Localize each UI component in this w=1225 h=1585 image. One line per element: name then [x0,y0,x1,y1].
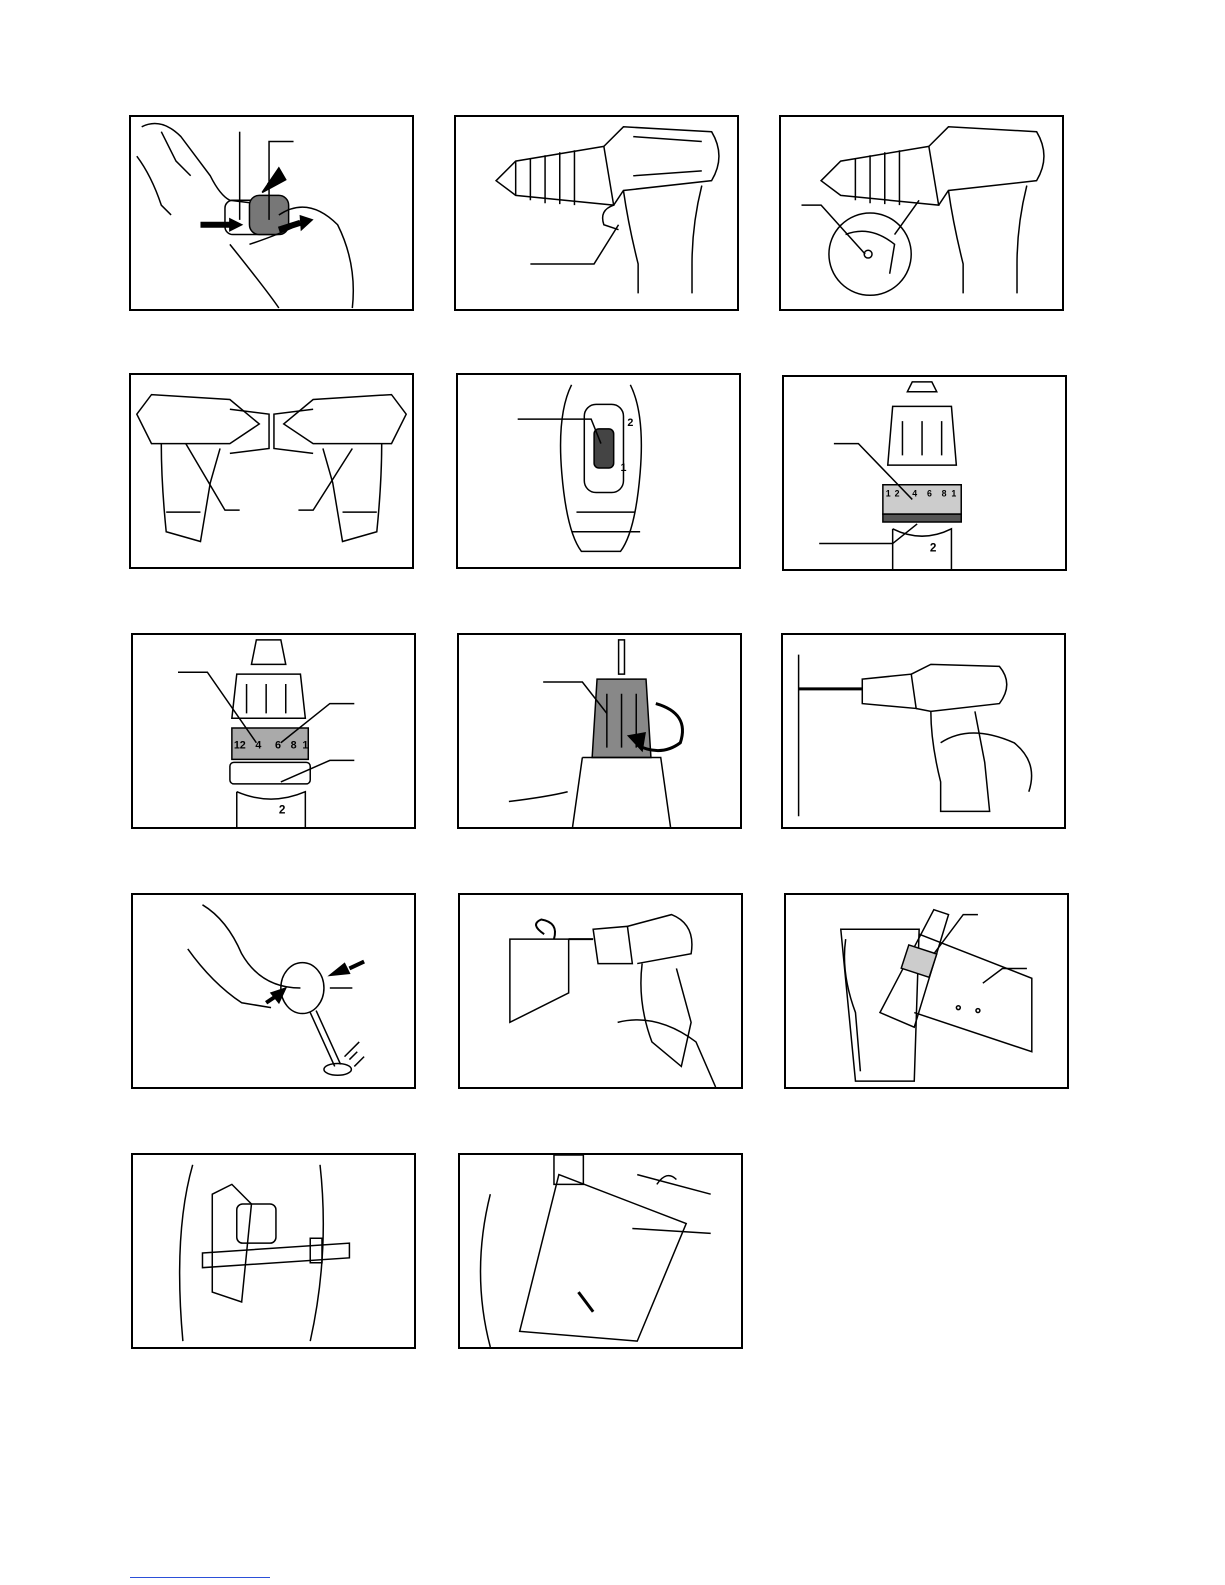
figure-10-blow-out-bulb [131,893,416,1089]
figure-4-reversing-switch [129,373,414,569]
reversing-switch-icon [131,375,412,567]
svg-text:8: 8 [290,739,297,752]
svg-text:4: 4 [255,739,262,752]
speed-change-lever-icon [458,375,739,567]
svg-text:1: 1 [302,739,309,752]
screwdriving-operation-icon [460,895,741,1087]
figure-6-torque-ring [782,375,1067,571]
speed-lever-low-label: 1 [620,462,627,474]
svg-text:6: 6 [274,739,281,752]
svg-text:4: 4 [912,488,918,499]
svg-text:2: 2 [278,803,286,817]
figure-1-battery-removal [129,115,414,311]
footer-link-underline [130,1577,270,1578]
figure-7-torque-graduation [131,633,416,829]
svg-text:6: 6 [926,488,932,499]
svg-text:2: 2 [894,488,900,499]
figure-11-screwdriving [458,893,743,1089]
figure-13-holster-worn [131,1153,416,1349]
figure-12-holster-belt [784,893,1069,1089]
figure-2-switch-trigger [454,115,739,311]
blow-out-bulb-icon [133,895,414,1087]
holster-worn-icon [133,1155,414,1347]
svg-text:1: 1 [951,488,957,499]
drilling-operation-icon [783,635,1064,827]
holster-bit-holder-icon [460,1155,741,1347]
svg-text:12: 12 [233,739,246,752]
torque-adjusting-ring-icon [784,377,1065,569]
figure-14-holster-bit-holder [458,1153,743,1349]
drill-switch-trigger-icon [456,117,737,309]
figure-5-speed-change-lever [456,373,741,569]
holster-belt-icon [786,895,1067,1087]
battery-removal-icon [131,117,412,309]
svg-text:8: 8 [941,488,947,499]
svg-text:1: 1 [885,488,891,499]
figure-3-lamp-detail [779,115,1064,311]
figure-9-drilling-operation [781,633,1066,829]
figure-8-chuck-rotation [457,633,742,829]
torque-ring-graduation-icon [133,635,414,827]
speed-lever-high-label: 2 [627,416,634,429]
svg-text:2: 2 [929,541,937,555]
drill-lamp-detail-icon [781,117,1062,309]
chuck-sleeve-rotation-icon [459,635,740,827]
